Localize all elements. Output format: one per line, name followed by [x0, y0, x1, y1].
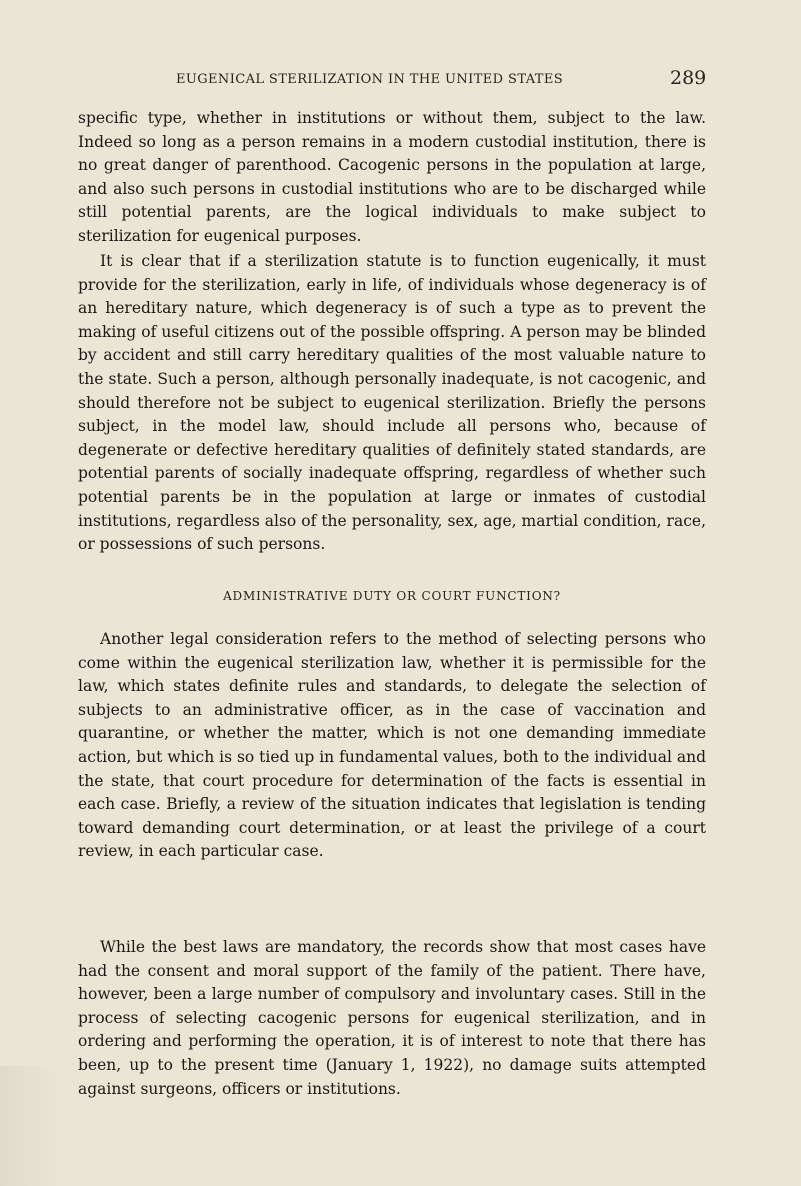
paragraph: Another legal consideration refers to the method of selecting persons who come within the eugenical sterilization law, whether it is permissible for the law, which states definite rules and standards, to delegate the selection of subjects to an administrative officer, as in the case of vaccination and quarantine, or whether the matter, which is not one demanding immediate action, but which is so tied up in fundamental values, both to the individual and the state, that court procedure for determination of the facts is essential in each case. Briefly, a review of the situation indicates that legislation is tending toward demanding court determination, or at least the privilege of a court review, in each particular case.: [78, 630, 706, 861]
paragraph: It is clear that if a sterilization statute is to function eugenically, it must provide for the sterilization, early in life, of individuals whose degeneracy is of an hereditary nature, which degeneracy is of such a type as to prevent the making of useful citizens out of the possible offspring. A person may be blinded by accident and still carry hereditary qualities of the most valuable nature to the state. Such a person, although personally inadequate, is not cacogenic, and should therefore not be subject to eugenical sterilization. Briefly the persons subject, in the model law, should include all persons who, because of degenerate or defective hereditary qualities of definitely stated standards, are potential parents of socially inadequate offspring, regardless of whether such potential parents be in the population at large or inmates of custodial institutions, regardless also of the personality, sex, age, martial condition, race, or possessions of such persons.: [78, 252, 706, 554]
page-edge-shadow: [0, 1066, 60, 1186]
paragraph: While the best laws are mandatory, the records show that most cases have had the consent and moral support of the family of the patient. There have, however, been a large number of compulsory and involuntary cases. Still in the process of selecting cacogenic persons for eugenical sterilization, and in ordering and performing the operation, it is of interest to note that there has been, up to the present time (January 1, 1922), no damage suits attempted against surgeons, officers or institutions.: [78, 938, 706, 1098]
running-head: EUGENICAL STERILIZATION IN THE UNITED STATES: [176, 72, 564, 87]
paragraph: specific type, whether in institutions or without them, subject to the law. Indeed so long as a person remains in a modern custodial institution, there is no great danger of parenthood. Cacogenic persons in the population at large, and also such persons in custodial institutions who are to be discharged while still potential parents, are the logical individuals to make subject to sterilization for eugenical purposes.: [78, 109, 706, 245]
page-number: 289: [670, 67, 707, 89]
section-heading: ADMINISTRATIVE DUTY OR COURT FUNCTION?: [223, 589, 561, 603]
